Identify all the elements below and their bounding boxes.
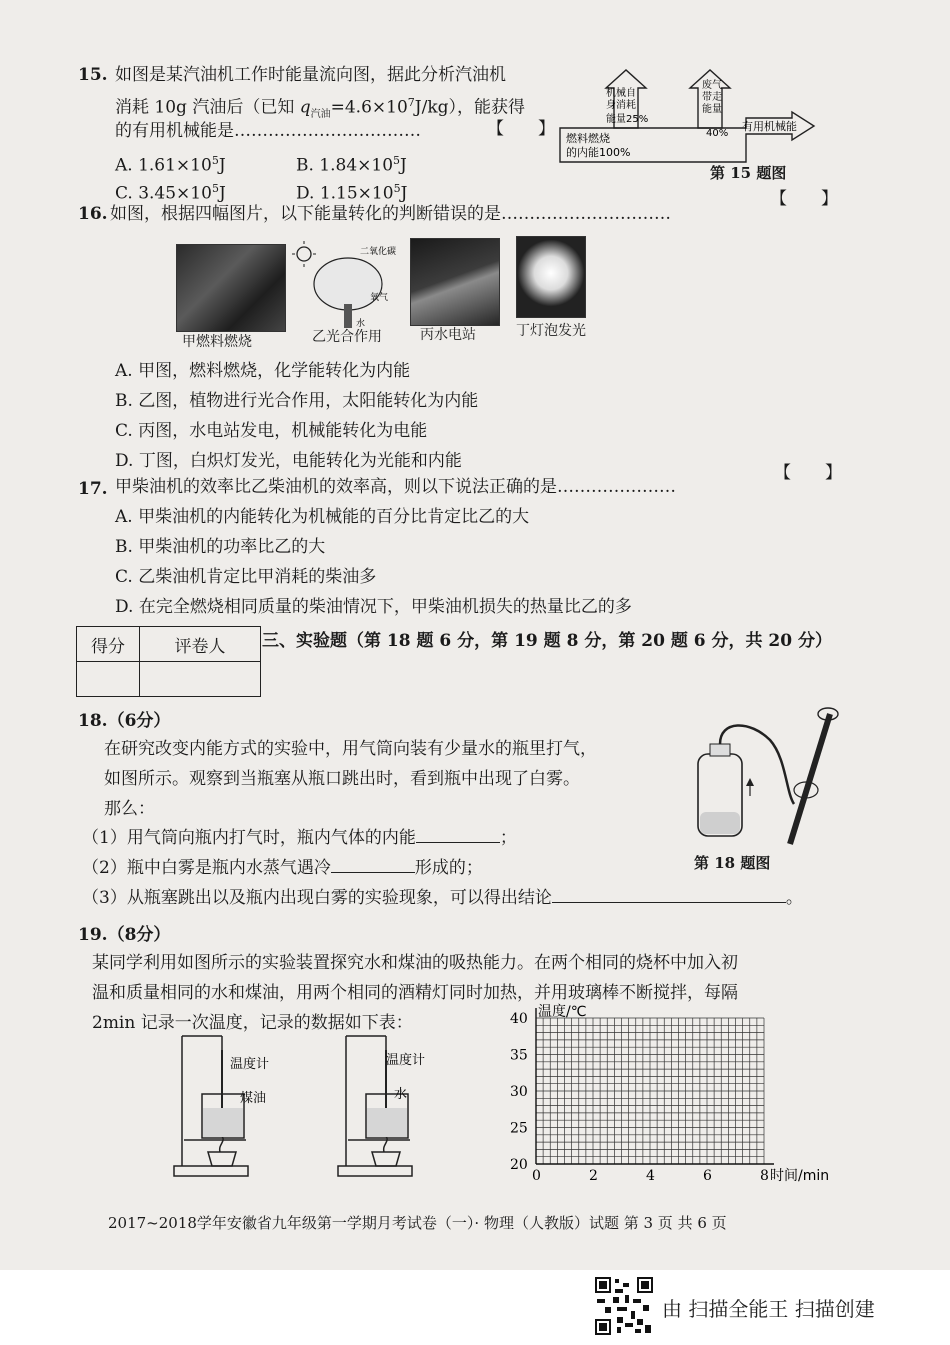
q18-para3: 那么： <box>104 799 155 819</box>
caption-jia: 甲燃料燃烧 <box>182 334 252 350</box>
q19-para2: 温和质量相同的水和煤油，用两个相同的酒精灯同时加热，并用玻璃棒不断搅拌，每隔 <box>92 983 738 1003</box>
q16-option-d[interactable]: D. 丁图，白炽灯发光，电能转化为光能和内能 <box>115 451 462 471</box>
scanner-watermark: 由 扫描全能王 扫描创建 <box>662 1297 875 1321</box>
q15-line1: 如图是某汽油机工作时能量流向图，据此分析汽油机 <box>115 65 506 85</box>
grader-label: 评卷人 <box>140 627 261 662</box>
score-cell[interactable] <box>77 662 140 697</box>
x-tick-label: 2 <box>589 1168 598 1184</box>
q15-number: 15. <box>78 65 108 85</box>
q18-sub2: （2）瓶中白雾是瓶内水蒸气遇冷 形成的； <box>82 858 483 878</box>
heating-apparatus-figure <box>160 1030 460 1182</box>
q17-answer-bracket[interactable]: 【 】 <box>774 463 842 483</box>
y-tick-label: 20 <box>510 1157 528 1173</box>
q15-option-b[interactable]: B. $1.84\times 10^5J$ <box>296 154 407 176</box>
bottle-pump-figure <box>690 700 850 850</box>
photosynthesis-picture <box>292 240 410 332</box>
q17-option-d[interactable]: D. 在完全燃烧相同质量的柴油情况下，甲柴油机损失的热量比乙的多 <box>115 597 632 617</box>
grader-cell[interactable] <box>140 662 261 697</box>
q15-line3: 的有用机械能是…………………………… <box>115 121 421 141</box>
diagram-output: 有用机械能 <box>742 120 797 133</box>
q15-option-c[interactable]: C. $3.45\times 10^5J$ <box>115 182 226 204</box>
q19-para1: 某同学利用如图所示的实验装置探究水和煤油的吸热能力。在两个相同的烧杯中加入初 <box>92 953 738 973</box>
diagram-box1-l3: 能量25% <box>606 114 649 125</box>
x-tick-label: 4 <box>646 1168 655 1184</box>
q19-para3: 2min 记录一次温度，记录的数据如下表： <box>92 1013 413 1033</box>
water-label: 水 <box>356 319 366 329</box>
x-tick-label: 6 <box>703 1168 712 1184</box>
q18-figure-caption: 第 18 题图 <box>694 854 771 872</box>
diagram-box2-l1: 废气 <box>702 80 722 91</box>
caption-bing: 丙水电站 <box>420 327 476 343</box>
hydropower-photo <box>410 238 500 326</box>
o2-label: 氧气 <box>370 293 389 303</box>
q16-number: 16. <box>78 204 108 224</box>
q16-option-b[interactable]: B. 乙图，植物进行光合作用，太阳能转化为内能 <box>115 391 479 411</box>
q15-answer-bracket[interactable]: 【 】 <box>487 119 555 139</box>
q17-stem: 甲柴油机的效率比乙柴油机的效率高，则以下说法正确的是………………… <box>115 477 676 497</box>
diagram-box2-l4: 40% <box>706 128 729 139</box>
y-axis-label: 温度/℃ <box>538 1004 587 1020</box>
diagram-main-l2: 的内能100% <box>566 146 631 159</box>
x-axis-label: 时间/min <box>770 1168 830 1184</box>
water-label-2: 水 <box>394 1087 408 1102</box>
q16-answer-bracket[interactable]: 【 】 <box>770 189 838 209</box>
caption-yi: 乙光合作用 <box>312 329 382 345</box>
light-bulb-photo <box>516 236 586 318</box>
diagram-box2-l3: 能量 <box>702 104 722 115</box>
temperature-time-grid[interactable] <box>500 996 830 1192</box>
y-tick-label: 25 <box>510 1120 528 1137</box>
fuel-burning-photo <box>176 244 286 332</box>
q17-number: 17. <box>78 479 108 499</box>
co2-label: 二氧化碳 <box>360 247 397 257</box>
diagram-main-l1: 燃料燃烧 <box>566 132 610 145</box>
x-tick-label: 8 <box>760 1168 769 1184</box>
q15-option-a[interactable]: A. $1.61\times 10^5J$ <box>115 154 226 176</box>
section3-title: 三、实验题（第 18 题 6 分，第 19 题 8 分，第 20 题 6 分，共 20 分） <box>262 631 832 651</box>
page-footer: 2017~2018学年安徽省九年级第一学期月考试卷（一）· 物理（人教版）试题 第 3 页 共 6 页 <box>108 1214 727 1232</box>
q17-option-a[interactable]: A. 甲柴油机的内能转化为机械能的百分比肯定比乙的大 <box>115 507 530 527</box>
q-symbol: q <box>299 97 311 118</box>
thermometer-label-1: 温度计 <box>230 1057 270 1072</box>
q15-figure-caption: 第 15 题图 <box>710 164 787 182</box>
q16-option-a[interactable]: A. 甲图，燃料燃烧，化学能转化为内能 <box>115 361 411 381</box>
score-table <box>76 626 261 697</box>
y-tick-label: 35 <box>510 1047 528 1064</box>
q18-number: 18.（6分） <box>78 711 171 731</box>
y-tick-label: 30 <box>510 1084 528 1100</box>
q19-number: 19.（8分） <box>78 925 171 945</box>
kerosene-label: 煤油 <box>240 1091 267 1106</box>
q18-para2: 如图所示。观察到当瓶塞从瓶口跳出时，看到瓶中出现了白雾。 <box>104 769 580 789</box>
diagram-box1-l1: 机械自 <box>606 88 636 99</box>
q18-blank2[interactable] <box>331 856 415 873</box>
score-label: 得分 <box>77 627 140 662</box>
x-tick-label: 0 <box>532 1168 541 1184</box>
thermometer-label-2: 温度计 <box>386 1053 426 1068</box>
diagram-box1-l2: 身消耗 <box>606 100 636 111</box>
q18-para1: 在研究改变内能方式的实验中，用气筒向装有少量水的瓶里打气， <box>104 739 597 759</box>
qr-code <box>595 1277 653 1335</box>
q17-option-c[interactable]: C. 乙柴油机肯定比甲消耗的柴油多 <box>115 567 377 587</box>
q18-blank3[interactable] <box>552 886 786 903</box>
q15-option-d[interactable]: D. $1.15\times 10^5J$ <box>296 182 408 204</box>
diagram-box2-l2: 带走 <box>702 92 722 103</box>
energy-flow-diagram <box>556 66 841 166</box>
q18-blank1[interactable] <box>416 826 500 843</box>
q15-line2: 消耗 10g 汽油后（已知 $q_{汽油}=4.6\times 10^7J/kg$），能获得 <box>115 96 526 121</box>
q18-sub1: （1）用气筒向瓶内打气时，瓶内气体的内能 ； <box>82 828 517 848</box>
y-tick-label: 40 <box>510 1011 528 1027</box>
q17-option-b[interactable]: B. 甲柴油机的功率比乙的大 <box>115 537 326 557</box>
caption-ding: 丁灯泡发光 <box>516 323 586 339</box>
q16-option-c[interactable]: C. 丙图，水电站发电，机械能转化为电能 <box>115 421 428 441</box>
q18-sub3: （3）从瓶塞跳出以及瓶内出现白雾的实验现象，可以得出结论 。 <box>82 888 803 908</box>
q16-stem: 如图，根据四幅图片，以下能量转化的判断错误的是………………………… <box>110 204 671 224</box>
